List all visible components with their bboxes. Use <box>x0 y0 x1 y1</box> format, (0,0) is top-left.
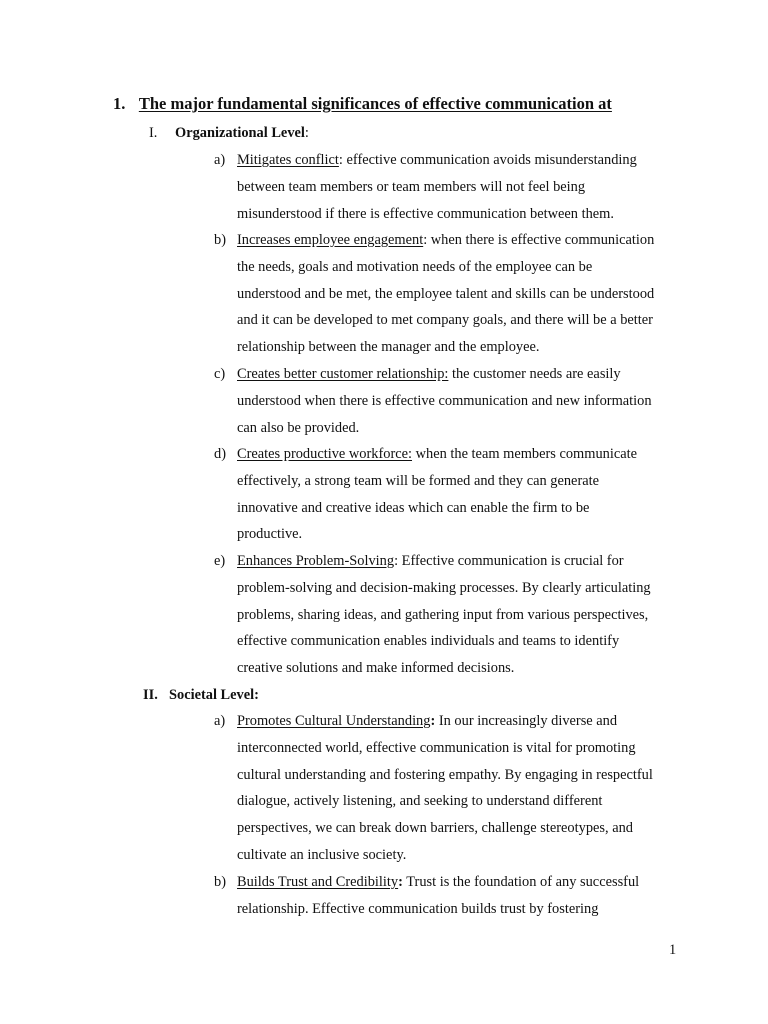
item-line-text: Trust is the foundation of any successful <box>402 874 640 890</box>
item-line: understood and be met, the employee talent and skills can be understood <box>237 285 655 302</box>
item-term: Creates better customer relationship: <box>237 366 449 382</box>
item-text <box>237 708 674 869</box>
item-line-text: effective communication avoids misunderstanding <box>342 152 637 168</box>
item-term: Mitigates conflict <box>237 152 339 168</box>
section-title-suffix: : <box>304 125 309 141</box>
item-line: dialogue, actively listening, and seeking to understand different <box>237 793 603 810</box>
item-marker: d) <box>214 446 226 462</box>
item-line: relationship between the manager and the employee. <box>237 339 540 356</box>
item-term: Increases employee engagement <box>237 232 424 248</box>
item-line: cultivate an inclusive society. <box>237 846 407 863</box>
item-term: Builds Trust and Credibility <box>237 874 399 890</box>
item-term: Enhances Problem-Solving <box>237 553 395 569</box>
heading-title: The major fundamental significances of effective communication at <box>138 94 612 113</box>
list-item <box>214 441 674 548</box>
page-number: 1 <box>669 942 677 958</box>
item-text <box>237 441 674 548</box>
item-line: understood when there is effective communication and new information <box>237 392 652 409</box>
list-item <box>214 548 674 682</box>
section-title: Societal Level: <box>169 687 259 703</box>
item-line: and it can be developed to met company goals, and there will be a better <box>237 312 653 329</box>
item-line: problem-solving and decision-making processes. By clearly articulating <box>237 579 651 596</box>
item-line <box>237 708 674 735</box>
item-term: Creates productive workforce: <box>237 446 413 462</box>
item-term-sep: : <box>423 232 428 248</box>
section-numeral: I. <box>149 125 158 141</box>
section-title: Organizational Level <box>175 125 305 141</box>
item-line <box>237 869 674 896</box>
item-term-sep: : <box>430 713 436 729</box>
item-line: innovative and creative ideas which can enable the firm to be <box>237 499 590 516</box>
list-item <box>214 361 674 441</box>
list-item <box>214 227 674 361</box>
item-term-sep: : <box>398 874 403 890</box>
section-title-wrap <box>175 125 309 142</box>
item-line: relationship. Effective communication builds trust by fostering <box>237 900 599 917</box>
item-line: perspectives, we can break down barriers, challenge stereotypes, and <box>237 820 633 837</box>
list-item <box>214 147 674 227</box>
list-item <box>214 869 674 923</box>
item-line-text: Effective communication is crucial for <box>398 553 624 569</box>
list-item <box>214 708 674 869</box>
item-text <box>237 147 674 227</box>
item-text <box>237 869 674 923</box>
item-line: effectively, a strong team will be formed and they can generate <box>237 472 600 489</box>
item-line: cultural understanding and fostering empathy. By engaging in respectful <box>237 766 653 783</box>
item-marker: b) <box>214 874 226 890</box>
main-heading <box>113 94 612 114</box>
item-line-text: the customer needs are easily <box>448 366 621 382</box>
item-line <box>237 147 674 174</box>
item-marker: a) <box>214 152 226 168</box>
item-line-text: In our increasingly diverse and <box>435 713 618 729</box>
item-text <box>237 361 674 441</box>
item-line <box>237 441 674 468</box>
item-text <box>237 548 674 682</box>
section-title-wrap <box>169 687 259 704</box>
item-term-sep: : <box>394 553 399 569</box>
item-line <box>237 361 674 388</box>
item-line: between team members or team members will not feel being <box>237 178 586 195</box>
section-numeral: II. <box>143 687 158 703</box>
item-marker: b) <box>214 232 226 248</box>
item-term: Promotes Cultural Understanding <box>237 713 431 729</box>
item-line: effective communication enables individuals and teams to identify <box>237 633 620 650</box>
item-line: problems, sharing ideas, and gathering input from various perspectives, <box>237 606 649 623</box>
item-term-sep: : <box>338 152 343 168</box>
item-line: interconnected world, effective communication is vital for promoting <box>237 739 636 756</box>
item-line <box>237 227 674 254</box>
item-marker: e) <box>214 553 226 569</box>
item-text <box>237 227 674 361</box>
item-marker: c) <box>214 366 226 382</box>
heading-number: 1. <box>113 94 126 113</box>
item-line: the needs, goals and motivation needs of the employee can be <box>237 258 593 275</box>
item-line: can also be provided. <box>237 419 360 436</box>
item-line: misunderstood if there is effective communication between them. <box>237 205 614 222</box>
item-line: productive. <box>237 526 303 543</box>
item-line-text: when there is effective communication <box>427 232 655 248</box>
item-line <box>237 548 674 575</box>
item-line-text: when the team members communicate <box>412 446 637 462</box>
item-line: creative solutions and make informed decisions. <box>237 660 515 677</box>
item-marker: a) <box>214 713 226 729</box>
